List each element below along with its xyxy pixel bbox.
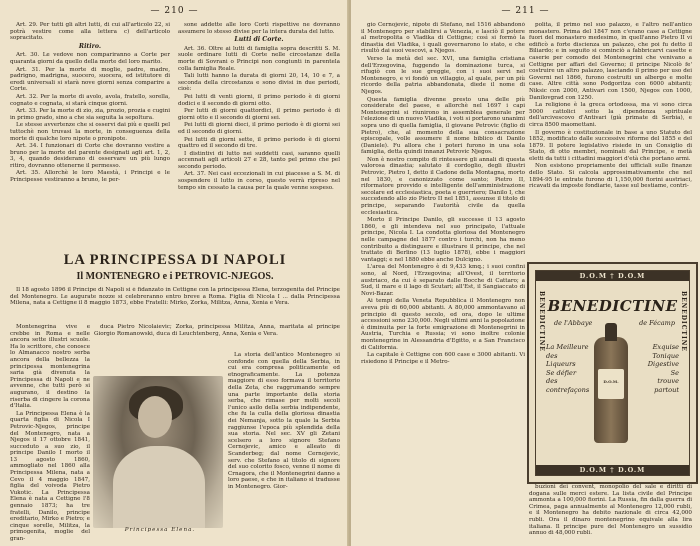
- princess-elena-portrait: [93, 376, 223, 528]
- paragraph: I distintivi di lutto nei suddetti casi, saranno quelli accennati agli articoli 27 e 28, tanto pel primo che pel secondo periodo.: [178, 150, 340, 170]
- ad-left-quote: La Meilleure des Liqueurs Se défier des contrefaçons: [546, 343, 590, 394]
- paragraph: Montenegrina vive e crebbe in Roma e nelle ancora sette illustri scuole. Ha lo scrittore, che conosce lo Almanacco nostro serba ancora della bellezza la principessa montenegrina saria già divenuta la Principessa di Napoli e ne avvenne, che tutti però si augurano, il destino la riserba di cingere la corona d'Italia.: [10, 324, 90, 410]
- paragraph: Ai tempi della Veneta Repubblica il Montenegro non aveva più di 60,000 abitanti. A 80,000 ammontavano al principio di questo secolo, ed ora, dopo le ultime accessioni sono 230,000. Negli ultimi anni la popolazione è diminuita per la forte emigrazione di Montenegrini in Austria, Turchia e Russia; vi sono inoltre colonie montenegrine in Alessandria d'Egitto, e a San Francisco di California.: [361, 298, 525, 351]
- article-subtitle: Il MONTENEGRO e i PETROVIC-NJEGOS.: [76, 271, 274, 282]
- paragraph: polita, il primo nel suo palazzo, e l'altro nell'antico monastero. Prima del 1847 non c'erano case a Cettigne fuori del monastero medesimo, in quell'anno Pietro II vi edificò a forte discienza un palazzo, che poi fu detto il Biliardo; e in seguito si cominciò a fabbricarvi casette e caserie per comodo dei Montenegrini che venivano a Cettigne per affari del Governo; il principe Nicolò fe' costruire un altro palazzo, lasciando il primo per uso dei Governi nel 1866, furono costruiti un albergo e molte case. Altre città sono Podgoritza con 6000 abitanti; Niksic con 2000, Antivari con 1500, Njegos con 1000, Danilovgrad con 1250.: [529, 22, 692, 101]
- article-lead: Il 18 agosto 1896 il Principe di Napoli si è fidanzato in Cettigne con la principessa Elena, terzogenita del Principe del Montenegro. Le augurate nozze si celebreranno entro breve a Roma. Figlia di Nicola I ... dalla Principessa Milena, nata a Cettigne il 8 maggio 1873, ebbe Fratelli: Mirko, Zorka, Militza, Anna, Xenia e Vera.: [10, 287, 340, 307]
- paragraph: Art. 31. Per la morte di moglie, padre, madre, padrigno, madrigna, suocero, suocera, ed istitutore di eredi universali si starà nove giorni senza comparire a Corte.: [10, 66, 170, 93]
- right-column-d: [529, 22, 692, 258]
- ad-bottom-band: D.O.M † D.O.M: [536, 465, 689, 475]
- ad-abbey: de l'Abbaye: [554, 319, 593, 327]
- paragraph: Le stesse avvertenze che si osservi dai più e quelli pel tuttochè non truvasi la morte, in conseguenza della morte di qualche loro nipote o pronipote.: [10, 122, 170, 142]
- paragraph: Art. 36. Oltre ai lutti di famiglia sopra descritti S. M. suole ordinare lutti di Corte nelle circostanze della morte di Sovrani o Principi non congiunti in parentela colla famiglia Reale.: [178, 45, 340, 72]
- bottle-label: D.O.M.: [603, 379, 619, 384]
- paragraph: La religione è la greca ortodossa, ma vi sono circa 5000 cattolici sotto la dipendenza spirituale dell'arcivescovo d'Antivari (già primate di Serbia), e circa 8500 maomettani.: [529, 102, 692, 128]
- paragraph: La Principessa Elena è la quarta figlia di Nicola I Petrovic-Njegos, principe del Montenegro, nata a Njegos il 17 ottobre 1841, succeduto a suo zio, il principe Danilo I morto il 13 agosto 1860, ammogliato nel 1860 alla Principessa Milena, nata a Cevo il 4 maggio 1847, figlia del voivoda Pietro Vukotic. La Principessa Elena è nata a Cettigne l'8 gennaio 1873; ha tre fratelli, Danilo, principe ereditario, Mirko e Pietro; e cinque sorelle, Militza, la primogenita, moglie del gran-: [10, 410, 90, 542]
- subheading-ritiro: Ritiro.: [78, 42, 102, 50]
- paragraph: Pei lutti di giorni dieci, il primo periodo è di giorni sei ed il secondo di giorni.: [178, 122, 340, 135]
- left-page: [0, 0, 349, 546]
- paragraph: L'area del Montenegro è di 9,433 kmq.; i suoi confini sono, al Nord, l'Erzegovina; all'Ovest, il territorio austriaco, da cui è separato dalle Bocche di Cattaro; a Sud, il mare e il lago di Scutari; all'Est, il Sangiaccato di Novi-Bazar.: [361, 264, 525, 297]
- subheading-lutti-di-corte: Lutti di Corte.: [234, 36, 284, 44]
- left-column-a: [10, 22, 170, 246]
- paragraph: La capitale è Cettigne con 600 case e 3000 abitanti. Vi risiedono il Principe e il Metro-: [361, 352, 525, 365]
- paragraph: Non è nostro compito di rintessere gli annali di questa valorosa dinastia; salutato il cordoglio, degli illustri Petrovic, Pietro I, detto il Cadone della Montagna, morto nel 1830, e canonizzato come santo; Pietro II, riformatore provvido e intelligente dell'amministrazione secolare ed ecclesiastica, poeta e guerriero; Danilo I, che succedendo allo zio Pietro II nel 1851, assunse il titolo di principe, separando l'autorità civile da quella ecclesiastica.: [361, 156, 525, 216]
- paragraph: Pei lutti di giorni sette, il primo periodo è di giorni quattro ed il secondo di tre.: [178, 136, 340, 150]
- ad-town: de Fécamp: [639, 319, 675, 327]
- paragraph: Art. 34. I funzionari di Corte che dovranno vestire a bruno per la morte del parente designati agli art. 1, 2, 3, 4, quando desiderano di osservare un più lungo ritiro, dovranno ottenerne il permesso.: [10, 143, 170, 169]
- paragraph: buzioni dei convent, monopolio del sale e diritti di dogana sulle merci estere. La lista civile del Principe ammonta a 100,000 fiorini. La Russia, fin dalla guerra di Crimea, paga annualmente al Montenegro 12,000 rubli, e il Montenegro ha debito nazionale di circa 42,000 rubli. Ora il dinaro montenegrino equivale alla lira italiana. Il principe pure del Montenegro un sussidio annuo di 48,000 rubli.: [529, 484, 692, 537]
- paragraph: Art. 33. Per la morte di zio, zia, prozio, prozia e cugini in primo grado, sino a che sia seguita la sepoltura.: [10, 108, 170, 121]
- paragraph: Il governo è costituzionale in base a uno Statuto del 1852, modificato dalle successive riforme del 1855 e del 1879. Il potere legislativo risiede in un Consiglio di Stato, di otto membri, nominati dal Principe, e metà eletti da tutti i cittadini maggiori d'età che portano armi.: [529, 129, 692, 162]
- paragraph: Art. 32. Per la morte di avolo, avola, fratello, sorella, cognato e cognata, si starà cinque giorni.: [10, 93, 170, 107]
- paragraph: Per lutti di giorni quattordici, il primo periodo è di giorni otto e il secondo di giorni sei.: [178, 108, 340, 121]
- paragraph: Verso la metà del sec. XVI, una famiglia cristiana dell'Erzegovina, fuggendo la dominazione turca, si rifugiò con le sue greggie, con i suoi servi nel Montenegro, e vi fondò un villaggio, al quale, per un più ricordo della patria abbandonata, diede il nome di Njegos.: [361, 55, 525, 95]
- paragraph: Art. 35. Allorchè le loro Maestà, i Principi e le Principesse vestiranno a bruno, le per-: [10, 170, 170, 184]
- article-top-right-text: duca Pietro Nicolaievic; Zorka, principessa Militza, Anna, maritata al principe Giorgio Romanowski, duca di Leuchtenberg, Anna, Xenia e Vera.: [94, 324, 340, 337]
- article-right-column: [228, 352, 340, 542]
- ad-side-right: BENEDICTINE: [680, 291, 687, 352]
- bottle-illustration: [594, 337, 628, 443]
- paragraph: gio Cernojevic, nipote di Stefano, nel 1516 abbandonò il Montenegro per stabilirsi a Venezia, e lasciò il potere al metropolita o Vladika di Cettigne; così si formò la dinastia dei Vladika, i quali governarono lo stato, e che risultò dai suoi vescovi, a Njegos.: [361, 22, 525, 55]
- ad-side-left: BENEDICTINE: [538, 291, 545, 352]
- right-column-c: [361, 22, 525, 542]
- paragraph: Pei lutti di venti giorni, il primo periodo è di giorni dodici e il secondo di giorni otto.: [178, 93, 340, 107]
- paragraph: Art. 37. Nei casi eccezionali in cui piacesse a S. M. di sospendere il lutto in corso, questo verrà ripreso nel tempo sin cessato la causa per la quale venne sospeso.: [178, 171, 340, 191]
- left-page-number: — 210 —: [150, 6, 199, 16]
- paragraph: Questa famiglia divenne presto una delle più considerate del paese, e allorchè nel 1697 i capi Montenegrini si riunirono in assemblea generale per l'elezione di un nuovo Vladika, i voti si portarono unanimi sopra uno di quella famiglia, il giovane Petrovic (figlio di Pietro), che, al momento della sua consacrazione episcopale, volle assumere il nome biblico di Danilo (Daniele). Fu allora che i poteri furono in una sola famiglia, detta quindi innanzi Petrovic Njegos.: [361, 96, 525, 156]
- portrait-caption: Principessa Elena.: [124, 527, 196, 533]
- paragraph: Art. 30. Le vedove non compariranno a Corte per quaranta giorni da quello della morte del loro marito.: [10, 52, 170, 65]
- ad-right-quote: Exquise Tonique Digestive Se trouve partout: [647, 343, 679, 394]
- paragraph: sone addette alle loro Corti rispettive ne dovranno assumere lo stesso divise per la intera durata del lutto.: [178, 22, 340, 35]
- benedictine-advertisement: [527, 262, 698, 484]
- paragraph: Tali lutti hanno la durata di giorni 20, 14, 10 e 7, a seconda della circostanza e sono divisi in due periodi, cioè:: [178, 73, 340, 93]
- paragraph: Non esistono propriamente dei ufficiali sulle finanze dello Stato. Si calcola approssimativamente che nel 1894-95 le entrate furono di 1,150,000 fiorini austriaci, ricavati da imposte fondiarie, tasse sul bestiame, contri-: [529, 163, 692, 190]
- left-column-b: [178, 22, 340, 246]
- ad-top-band: D.O.M † D.O.M: [536, 271, 689, 281]
- article-title: LA PRINCIPESSA DI NAPOLI: [63, 252, 287, 268]
- article-left-column: [10, 324, 90, 542]
- paragraph: Art. 29. Per tutti gli altri lutti, di cui all'articolo 22, si potrà vestire come alla lettera c) dell'articolo sopracitato.: [10, 22, 170, 42]
- right-page-number: — 211 —: [501, 6, 550, 16]
- paragraph: La storia dell'antico Montenegro si confonde con quella della Serbia, in cui era compresa politicamente ed etnograficamente. La potenza maggiore di esso formava il territorio della Zeta, che raggrumando sempre una parte importante della storia serba, che rimase per molti secoli l'unico asilo della serbia indipendente, che fu la culla della gloriosa dinastia dei Nemanja, sotto la quale la Serbia raggiunse l'epoca più splendida della sua storia. Nel sec. XV gli Zetani scelsero a loro signore Stefano Cernojevic, amico e alleato di Scanderbeg; dal nome Cernojevic, serv. che Stefano al titolo di signore del suo colorito fosco, venne il nome di Crnagora, che il Montenegrini danno a loro paese, e che in italiano si tradusse in Montenegro. Gior-: [228, 352, 340, 490]
- paragraph: Morto il Principe Danilo, gli successe il 13 agosto 1860, e gli intendeva nel suo principato, l'attuale principe, Nicola I. La condotta gloriosa del Montenegro nelle campagne del 1877 contro i turchi, non ha meno contribuito a distinguere e illustrare il principe, che nel trattato di Berlino (13 luglio 1878), ebbe i maggiori vantaggi; e nel 1880 ebbe anche Dulcigno.: [361, 217, 525, 263]
- right-column-e: [529, 484, 692, 542]
- ad-brand: BENEDICTINE: [547, 297, 678, 315]
